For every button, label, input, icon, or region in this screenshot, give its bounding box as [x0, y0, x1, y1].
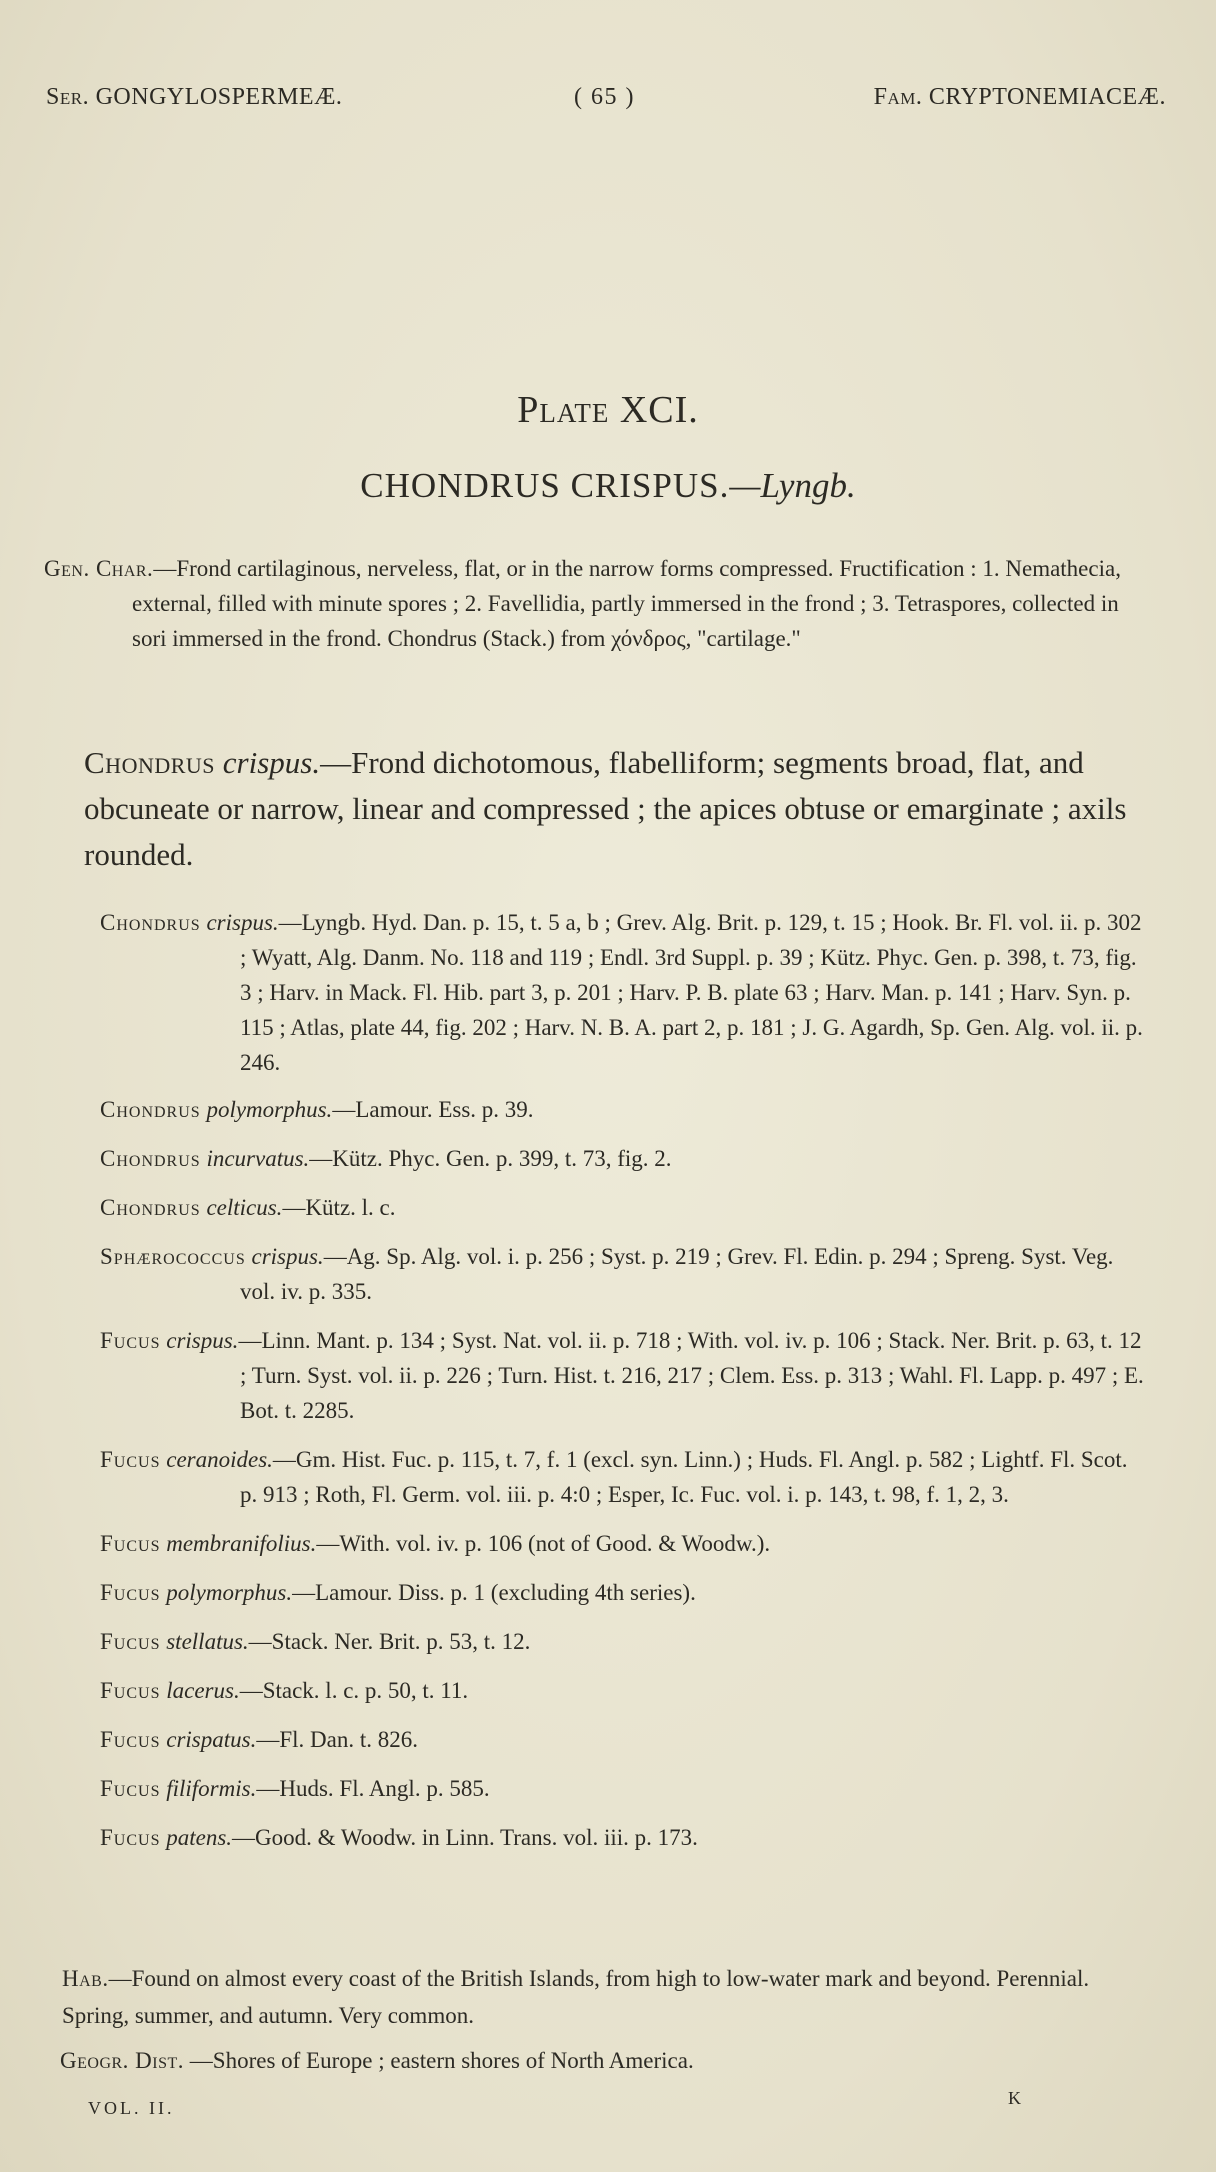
synonym-genus: Chondrus: [100, 1146, 201, 1171]
synonym-citation: —Huds. Fl. Angl. p. 585.: [256, 1776, 490, 1801]
desc-genus: Chondrus: [84, 745, 216, 780]
synonym-entry: [100, 1820, 1150, 1855]
synonym-citation: —Lamour. Ess. p. 39.: [332, 1097, 534, 1122]
synonym-genus: Fucus: [100, 1825, 161, 1850]
plate-title: Plate XCI.: [517, 389, 699, 431]
synonym-genus: Fucus: [100, 1580, 161, 1605]
synonym-genus: Fucus: [100, 1328, 161, 1353]
synonym-species: crispus.: [251, 1244, 324, 1269]
species-description: [40, 740, 1160, 878]
synonym-entry: [100, 1141, 1150, 1176]
synonym-species: polymorphus.: [206, 1097, 333, 1122]
synonym-species: filiformis.: [166, 1776, 257, 1801]
synonym-species: lacerus.: [166, 1678, 240, 1703]
synonym-genus: Chondrus: [100, 910, 201, 935]
synonym-entry: [100, 1673, 1150, 1708]
generic-character: [44, 551, 1154, 656]
synonym-citation: —With. vol. iv. p. 106 (not of Good. & Woodw.).: [316, 1531, 771, 1556]
gen-char-text: —Frond cartilaginous, nerveless, flat, or in the narrow forms compressed. Fructification : 1. Nemathecia, external, filled with minute spores ; 2. Favellidia, partly immersed in the frond ; 3. Tetraspores, collected in sori immersed in the frond. Chondrus (Stack.) from χόνδρος, "cartilage.": [132, 556, 1121, 651]
synonym-entry: [100, 1624, 1150, 1659]
species-heading: [0, 466, 1216, 506]
page-number: ( 65 ): [574, 84, 635, 110]
synonym-species: stellatus.: [166, 1629, 249, 1654]
synonym-genus: Fucus: [100, 1531, 161, 1556]
header-series: Ser. GONGYLOSPERMEÆ.: [46, 84, 343, 110]
synonym-species: polymorphus.: [166, 1580, 293, 1605]
species-name: CHONDRUS CRISPUS.: [360, 466, 730, 505]
geographic-distribution: [60, 2048, 1160, 2074]
synonym-entry: [100, 1442, 1150, 1512]
geogr-label: Geogr. Dist.: [60, 2048, 185, 2073]
synonym-species: crispus.: [166, 1328, 239, 1353]
synonym-genus: Chondrus: [100, 1195, 201, 1220]
synonym-citation: —Stack. l. c. p. 50, t. 11.: [239, 1678, 469, 1703]
synonym-citation: —Lamour. Diss. p. 1 (excluding 4th series).: [292, 1580, 696, 1605]
synonym-genus: Fucus: [100, 1727, 161, 1752]
synonym-species: crispatus.: [166, 1727, 257, 1752]
synonym-entry: [100, 1575, 1150, 1610]
synonym-citation: —Stack. Ner. Brit. p. 53, t. 12.: [248, 1629, 531, 1654]
synonymy-list: [100, 905, 1150, 1869]
header-family: Fam. CRYPTONEMIACEÆ.: [873, 84, 1166, 110]
synonym-citation: —Kütz. Phyc. Gen. p. 399, t. 73, fig. 2.: [309, 1146, 672, 1171]
desc-species: crispus.: [222, 745, 321, 780]
gen-char-label: Gen. Char.: [44, 556, 154, 581]
habitat: [28, 1960, 1158, 2034]
synonym-species: patens.: [166, 1825, 233, 1850]
synonym-species: membranifolius.: [166, 1531, 317, 1556]
signature-mark: K: [1008, 2088, 1024, 2108]
synonym-citation: —Fl. Dan. t. 826.: [256, 1727, 418, 1752]
species-author: —Lyngb.: [729, 466, 856, 505]
synonym-species: crispus.: [206, 910, 279, 935]
geogr-text: —Shores of Europe ; eastern shores of North America.: [184, 2048, 694, 2073]
habitat-label: Hab.: [62, 1966, 109, 1991]
synonym-genus: Fucus: [100, 1776, 161, 1801]
synonym-genus: Sphærococcus: [100, 1244, 246, 1269]
synonym-entry: [100, 1722, 1150, 1757]
synonym-citation: —Lyngb. Hyd. Dan. p. 15, t. 5 a, b ; Grev. Alg. Brit. p. 129, t. 15 ; Hook. Br. Fl. vol. ii. p. 302 ; Wyatt, Alg. Danm. No. 118 and 119 ; Endl. 3rd Suppl. p. 39 ; Kütz. Phyc. Gen. p. 398, t. 73, fig. 3 ; Harv. in Mack. Fl. Hib. part 3, p. 201 ; Harv. P. B. plate 63 ; Harv. Man. p. 141 ; Harv. Syn. p. 115 ; Atlas, plate 44, fig. 202 ; Harv. N. B. A. part 2, p. 181 ; J. G. Agardh, Sp. Gen. Alg. vol. ii. p. 246.: [240, 910, 1143, 1075]
synonym-genus: Fucus: [100, 1629, 161, 1654]
synonym-genus: Fucus: [100, 1447, 161, 1472]
synonym-species: incurvatus.: [206, 1146, 310, 1171]
desc-text: —Frond dichotomous, flabelliform; segments broad, flat, and obcuneate or narrow, linear and compressed ; the apices obtuse or emarginate ; axils rounded.: [84, 745, 1127, 872]
synonym-citation: —Gm. Hist. Fuc. p. 115, t. 7, f. 1 (excl. syn. Linn.) ; Huds. Fl. Angl. p. 582 ; Lightf. Fl. Scot. p. 913 ; Roth, Fl. Germ. vol. iii. p. 4:0 ; Esper, Ic. Fuc. vol. i. p. 143, t. 98, f. 1, 2, 3.: [240, 1447, 1128, 1507]
synonym-species: celticus.: [206, 1195, 283, 1220]
synonym-citation: —Kütz. l. c.: [282, 1195, 396, 1220]
synonym-entry: [100, 1526, 1150, 1561]
habitat-text: —Found on almost every coast of the British Islands, from high to low-water mark and beyond. Perennial. Spring, summer, and autumn. Very common.: [62, 1966, 1090, 2028]
synonym-genus: Chondrus: [100, 1097, 201, 1122]
synonym-entry: [100, 905, 1150, 1080]
synonym-citation: —Good. & Woodw. in Linn. Trans. vol. iii. p. 173.: [232, 1825, 698, 1850]
synonym-species: ceranoides.: [166, 1447, 273, 1472]
synonym-entry: [100, 1239, 1150, 1309]
synonym-genus: Fucus: [100, 1678, 161, 1703]
running-header: [46, 84, 1166, 124]
page-footer: [88, 2088, 1138, 2119]
synonym-entry: [100, 1771, 1150, 1806]
synonym-entry: [100, 1190, 1150, 1225]
volume-label: VOL. II.: [88, 2098, 175, 2118]
synonym-entry: [100, 1323, 1150, 1428]
synonym-entry: [100, 1092, 1150, 1127]
synonym-citation: —Ag. Sp. Alg. vol. i. p. 256 ; Syst. p. 219 ; Grev. Fl. Edin. p. 294 ; Spreng. Syst. Veg. vol. iv. p. 335.: [240, 1244, 1114, 1304]
synonym-citation: —Linn. Mant. p. 134 ; Syst. Nat. vol. ii. p. 718 ; With. vol. iv. p. 106 ; Stack. Ner. Brit. p. 63, t. 12 ; Turn. Syst. vol. ii. p. 226 ; Turn. Hist. t. 216, 217 ; Clem. Ess. p. 313 ; Wahl. Fl. Lapp. p. 497 ; E. Bot. t. 2285.: [238, 1328, 1144, 1423]
